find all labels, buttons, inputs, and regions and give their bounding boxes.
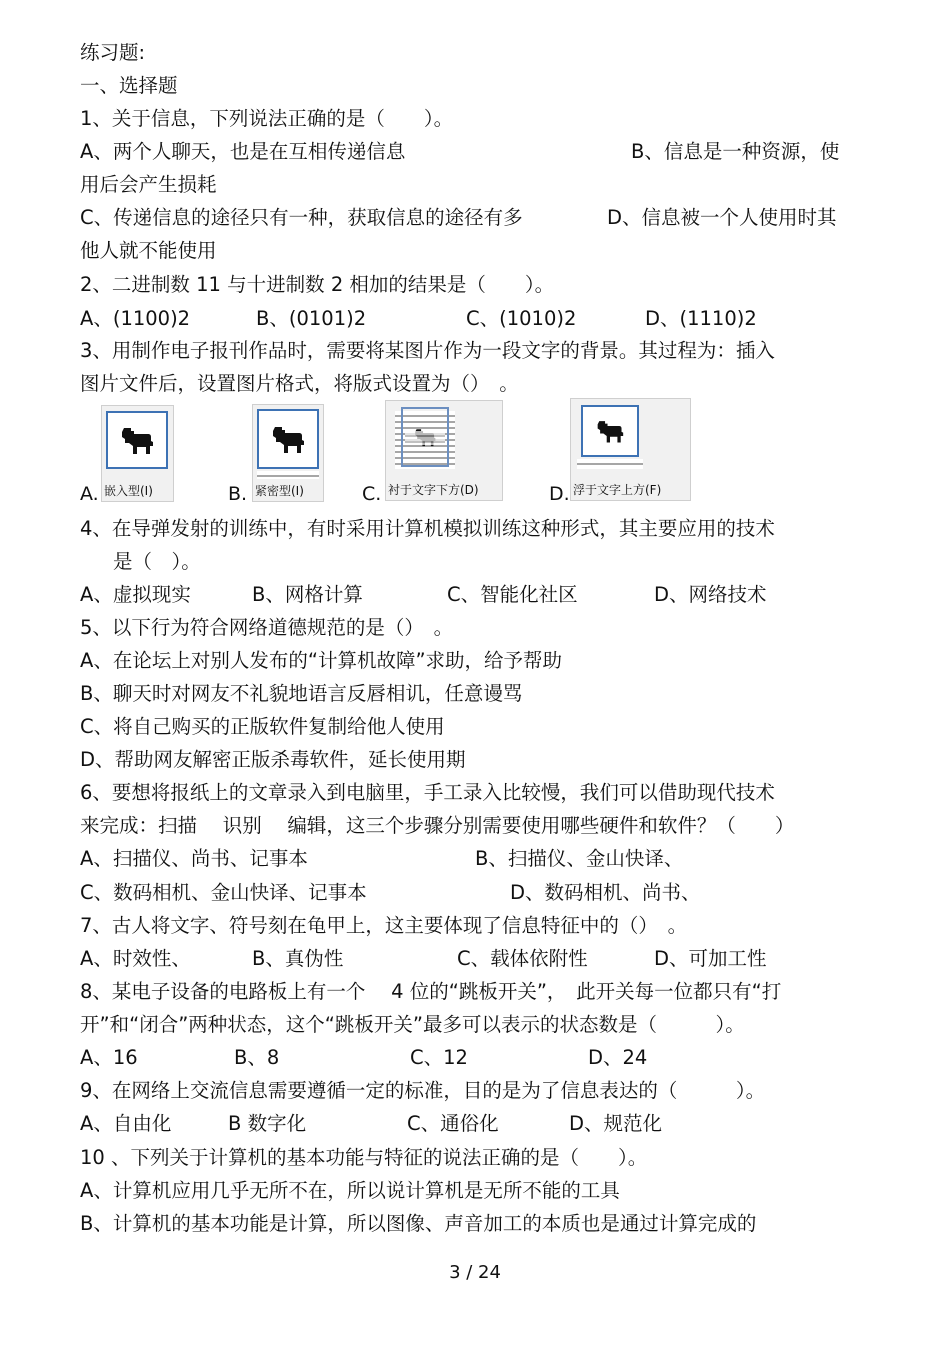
text-line-q10-b: B、计算机的基本功能是计算，所以图像、声音加工的本质也是通过计算完成的 [80,1212,757,1235]
option-text: A、(1100)2 [80,307,191,330]
text-line-title: 练习题: [80,41,146,64]
dog-icon [268,421,308,457]
wrap-style-caption: 紧密型(I) [255,484,304,498]
dog-icon [592,417,628,445]
text-line-q5-c: C、将自己购买的正版软件复制给他人使用 [80,715,445,738]
text-line-q6: 6、要想将报纸上的文章录入到电脑里，手工录入比较慢，我们可以借助现代技术 [80,781,775,804]
option-text: A、时效性、 [80,947,191,970]
option-text: B、信息是一种资源，使 [631,140,840,163]
option-text: C、(1010)2 [466,307,577,330]
option-text: D、可加工性 [654,947,767,970]
page-number: 3 / 24 [449,1262,501,1283]
option-letter: C. [362,483,382,505]
wrap-style-icon [101,405,174,502]
option-letter: D. [549,483,570,505]
text-line-q1-d2: 他人就不能使用 [80,239,217,262]
wrap-style-icon [252,404,324,502]
text-line-q3: 3、用制作电子报刊作品时，需要将某图片作为一段文字的背景。其过程为：插入 [80,339,775,362]
text-line-q5: 5、以下行为符合网络道德规范的是（） 。 [80,616,454,639]
text-line-q4-2: 是（ ）。 [113,550,201,573]
option-text: C、传递信息的途径只有一种，获取信息的途径有多 [80,206,523,229]
option-text: C、12 [410,1046,468,1069]
option-text: B、(0101)2 [256,307,367,330]
text-line-q2: 2、二进制数 11 与十进制数 2 相加的结果是（ ）。 [80,273,555,296]
option-text: A、虚拟现实 [80,583,191,606]
option-text: C、通俗化 [407,1112,499,1135]
option-text: D、(1110)2 [645,307,757,330]
option-text: A、自由化 [80,1112,172,1135]
text-line-q8-2: 开”和“闭合”两种状态，这个“跳板开关”最多可以表示的状态数是（ ）。 [80,1013,745,1036]
option-letter: A. [80,483,99,505]
text-line-q1-b2: 用后会产生损耗 [80,173,217,196]
option-text: A、两个人聊天，也是在互相传递信息 [80,140,406,163]
option-text: D、数码相机、尚书、 [510,881,701,904]
text-line-q8: 8、某电子设备的电路板上有一个 4 位的“跳板开关”， 此开关每一位都只有“打 [80,980,782,1003]
wrap-style-caption: 浮于文字上方(F) [573,483,662,497]
option-text: B、8 [234,1046,280,1069]
text-line-section: 一、选择题 [80,74,178,97]
option-text: C、智能化社区 [447,583,578,606]
option-text: A、16 [80,1046,138,1069]
text-line-q4: 4、在导弹发射的训练中，有时采用计算机模拟训练这种形式，其主要应用的技术 [80,517,775,540]
option-text: D、网络技术 [654,583,767,606]
text-line-q1: 1、关于信息，下列说法正确的是（ ）。 [80,107,454,130]
option-text: B、网格计算 [252,583,363,606]
text-line-q6-2: 来完成：扫描 识别 编辑，这三个步骤分别需要使用哪些硬件和软件？（ ） [80,814,795,837]
option-text: D、规范化 [569,1112,663,1135]
wrap-style-caption: 衬于文字下方(D) [388,483,479,497]
text-line-q5-a: A、在论坛上对别人发布的“计算机故障”求助，给予帮助 [80,649,563,672]
wrap-style-icon [570,398,691,501]
text-line-q7: 7、古人将文字、符号刻在龟甲上，这主要体现了信息特征中的（） 。 [80,914,688,937]
option-text: B、扫描仪、金山快译、 [475,847,684,870]
text-line-q5-b: B、聊天时对网友不礼貌地语言反唇相讥，任意谩骂 [80,682,523,705]
text-line-q10: 10 、下列关于计算机的基本功能与特征的说法正确的是（ ）。 [80,1146,648,1169]
option-text: D、24 [588,1046,648,1069]
text-line-q10-a: A、计算机应用几乎无所不在，所以说计算机是无所不能的工具 [80,1179,620,1202]
option-text: D、信息被一个人使用时其 [607,206,837,229]
option-text: C、数码相机、金山快译、记事本 [80,881,367,904]
option-letter: B. [228,483,248,505]
option-text: C、载体依附性 [457,947,588,970]
text-line-q9: 9、在网络上交流信息需要遵循一定的标准，目的是为了信息表达的（ ）。 [80,1079,766,1102]
option-text: A、扫描仪、尚书、记事本 [80,847,308,870]
option-text: B、真伪性 [252,947,344,970]
dog-icon [117,423,157,457]
text-line-q3-2: 图片文件后，设置图片格式，将版式设置为（） 。 [80,372,519,395]
wrap-style-caption: 嵌入型(I) [104,484,153,498]
wrap-style-icon [385,400,503,501]
text-line-q5-d: D、帮助网友解密正版杀毒软件，延长使用期 [80,748,466,771]
option-text: B 数字化 [228,1112,307,1135]
